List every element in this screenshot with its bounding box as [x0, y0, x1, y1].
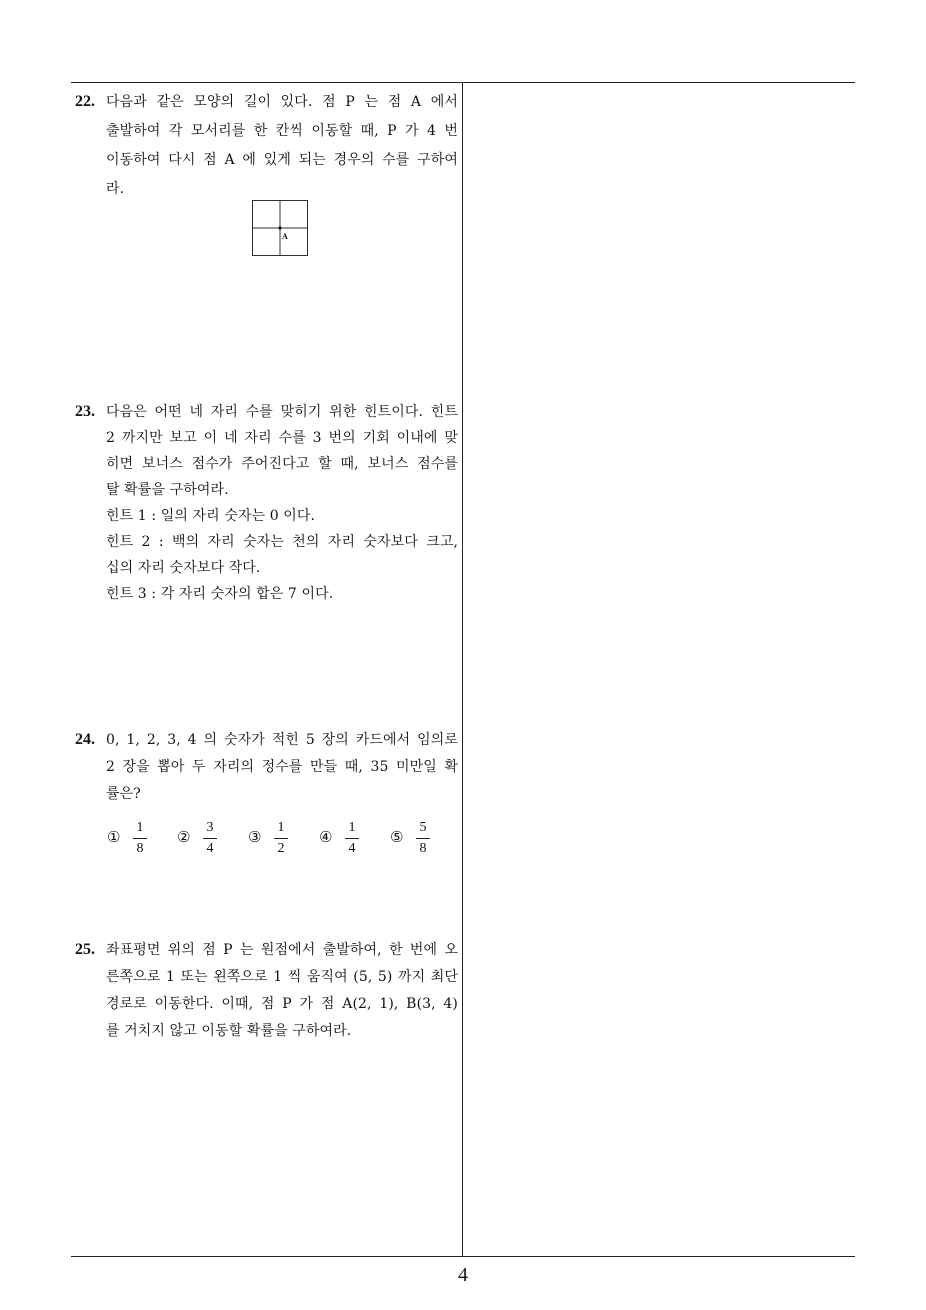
problem-text-line: 0, 1, 2, 3, 4 의 숫자가 적힌 5 장의 카드에서 임의로: [106, 732, 458, 748]
fraction-numerator: 1: [277, 820, 285, 835]
fraction-numerator: 1: [136, 820, 144, 835]
problem-text-line: 률은?: [106, 786, 141, 802]
fraction-denominator: 4: [348, 841, 356, 856]
problem-text-line: 2 까지만 보고 이 네 자리 수를 3 번의 기회 이내에 맞: [106, 430, 458, 446]
problem-text-line: 를 거치지 않고 이동할 확률을 구하여라.: [106, 1023, 352, 1039]
fraction-bar: [416, 838, 430, 839]
problem-24: [75, 726, 460, 816]
hint-line: 힌트 2 : 백의 자리 숫자는 천의 자리 숫자보다 크고,: [106, 534, 458, 550]
problem-text-line: 라.: [106, 181, 125, 197]
fraction-bar: [345, 838, 359, 839]
point-a-dot: [278, 226, 281, 229]
choice-mark: ①: [107, 828, 121, 846]
problem-text-line: 2 장을 뽑아 두 자리의 정수를 만들 때, 35 미만일 확: [106, 759, 458, 775]
choice-mark: ③: [248, 828, 262, 846]
problem-text-line: 좌표평면 위의 점 P 는 원점에서 출발하여, 한 번에 오: [106, 942, 458, 958]
fraction-denominator: 2: [277, 841, 285, 856]
choice-fraction: [416, 820, 430, 857]
problem-text-line: 다음은 어떤 네 자리 수를 맞히기 위한 힌트이다. 힌트: [106, 404, 458, 420]
problem-text-line: 출발하여 각 모서리를 한 칸씩 이동할 때, P 가 4 번: [106, 123, 458, 139]
problem-text-line: 이동하여 다시 점 A 에 있게 되는 경우의 수를 구하여: [106, 152, 458, 168]
choice-mark: ⑤: [390, 828, 404, 846]
choice-mark: ②: [177, 828, 191, 846]
fraction-denominator: 4: [206, 841, 214, 856]
choice-fraction: [274, 820, 288, 857]
problem-number: 23.: [75, 403, 95, 420]
bottom-rule: [71, 1256, 855, 1257]
fraction-bar: [203, 838, 217, 839]
problem-text-line: 경로로 이동한다. 이때, 점 P 가 점 A(2, 1), B(3, 4): [106, 996, 458, 1012]
problem-text-line: 탈 확률을 구하여라.: [106, 482, 229, 498]
problem-25: [75, 936, 460, 1048]
hint-line: 십의 자리 숫자보다 작다.: [106, 560, 261, 576]
fraction-bar: [133, 838, 147, 839]
point-a-label: A: [282, 232, 288, 241]
grid-figure: [252, 200, 308, 256]
fraction-denominator: 8: [419, 841, 427, 856]
hint-line: 힌트 3 : 각 자리 숫자의 합은 7 이다.: [106, 586, 334, 602]
choice-fraction: [203, 820, 217, 857]
problem-number: 22.: [75, 93, 95, 110]
column-divider: [462, 82, 463, 1256]
hint-line: 힌트 1 : 일의 자리 숫자는 0 이다.: [106, 508, 316, 524]
fraction-numerator: 1: [348, 820, 356, 835]
problem-22: [75, 88, 460, 198]
problem-number: 25.: [75, 941, 95, 958]
fraction-numerator: 3: [206, 820, 214, 835]
problem-text-line: 른쪽으로 1 또는 왼쪽으로 1 씩 움직여 (5, 5) 까지 최단: [106, 969, 458, 985]
problem-23: [75, 398, 460, 618]
problem-text-line: 다음과 같은 모양의 길이 있다. 점 P 는 점 A 에서: [106, 94, 458, 110]
problem-text-line: 히면 보너스 점수가 주어진다고 할 때, 보너스 점수를: [106, 456, 458, 472]
fraction-bar: [274, 838, 288, 839]
fraction-denominator: 8: [136, 841, 144, 856]
problem-number: 24.: [75, 731, 95, 748]
fraction-numerator: 5: [419, 820, 427, 835]
top-rule: [71, 82, 855, 83]
choice-mark: ④: [319, 828, 333, 846]
answer-choices: [107, 820, 447, 860]
choice-fraction: [133, 820, 147, 857]
page-number: 4: [458, 1264, 468, 1286]
choice-fraction: [345, 820, 359, 857]
